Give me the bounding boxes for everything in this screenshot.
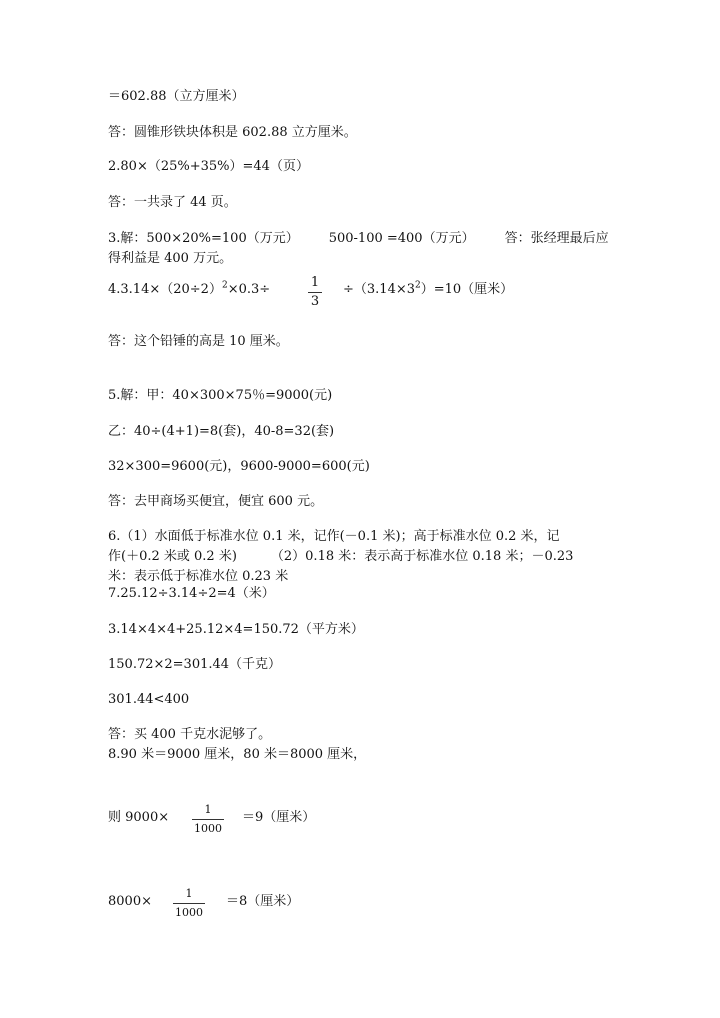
answer-line-5: [108, 230, 609, 248]
line-7-part-a: 4.3.14×（20÷2）: [108, 282, 222, 297]
answer-line-7-left: [108, 281, 270, 299]
answer-line-21: 8.90 米＝9000 厘米，80 米＝8000 厘米，: [108, 747, 367, 762]
answer-line-20: 答：买 400 千克水泥够了。: [108, 727, 272, 742]
fraction-denominator: 3: [310, 294, 320, 309]
answer-line-1: ＝602.88（立方厘米）: [108, 89, 245, 104]
fraction-denominator: 1000: [194, 822, 222, 835]
answer-line-12: 答：去甲商场买便宜，便宜 600 元。: [108, 494, 324, 509]
answer-line-16: 7.25.12÷3.14÷2=4（米）: [108, 586, 275, 601]
line-7-exponent-2: 2: [415, 280, 421, 291]
line-14-part-a: 作(＋0.2 米或 0.2 米): [108, 549, 237, 564]
answer-line-7-right: [343, 281, 513, 299]
answer-line-23-right: ＝8（厘米）: [226, 894, 300, 909]
line-7-part-c: ÷（3.14×3: [343, 282, 416, 297]
answer-line-15: 米：表示低于标准水位 0.23 米: [108, 569, 289, 584]
fraction-bar: [173, 903, 205, 904]
answer-line-6: 得利益是 400 万元。: [108, 251, 233, 266]
fraction-numerator: 1: [185, 887, 193, 900]
fraction-denominator: 1000: [175, 906, 203, 919]
answer-line-4: 答：一共录了 44 页。: [108, 195, 237, 210]
answer-line-23-left: 8000×: [108, 894, 152, 909]
answer-line-10: 乙：40÷(4+1)=8(套)，40-8=32(套): [108, 424, 335, 439]
fraction-bar: [308, 292, 322, 293]
answer-line-22-left: 则 9000×: [108, 810, 170, 825]
fraction-numerator: 1: [204, 803, 212, 816]
fraction-one-thousandth-1: [192, 803, 224, 836]
answer-line-18: 150.72×2=301.44（千克）: [108, 657, 282, 672]
answer-line-11: 32×300=9600(元)，9600-9000=600(元): [108, 459, 370, 474]
line-14-part-b: （2）0.18 米：表示高于标准水位 0.18 米；－0.23: [270, 549, 574, 564]
answer-line-2: 答：圆锥形铁块体积是 602.88 立方厘米。: [108, 125, 357, 140]
fraction-bar: [192, 819, 224, 820]
line-7-part-d: ）=10（厘米）: [420, 282, 514, 297]
fraction-one-third: [308, 276, 322, 309]
line-7-exponent-1: 2: [221, 280, 228, 291]
line-7-part-b: ×0.3÷: [227, 282, 271, 297]
answer-line-8: 答：这个铅锤的高是 10 厘米。: [108, 334, 289, 349]
fraction-numerator: 1: [310, 275, 320, 290]
answer-line-22-right: ＝9（厘米）: [242, 810, 316, 825]
line-5-part-c: 答：张经理最后应: [504, 231, 609, 246]
answer-line-17: 3.14×4×4+25.12×4=150.72（平方米）: [108, 622, 364, 637]
answer-line-9: 5.解：甲：40×300×75％=9000(元): [108, 388, 333, 403]
line-5-part-a: 3.解：500×20%=100（万元）: [108, 231, 299, 246]
answer-line-14: [108, 548, 573, 566]
answer-line-3: 2.80×（25%+35%）=44（页）: [108, 159, 309, 174]
answer-line-19: 301.44<400: [108, 692, 190, 707]
fraction-one-thousandth-2: [173, 887, 205, 920]
line-5-part-b: 500-100 =400（万元）: [328, 231, 475, 246]
answer-line-13: 6.（1）水面低于标准水位 0.1 米，记作(－0.1 米)；高于标准水位 0.2 米，记: [108, 529, 560, 544]
